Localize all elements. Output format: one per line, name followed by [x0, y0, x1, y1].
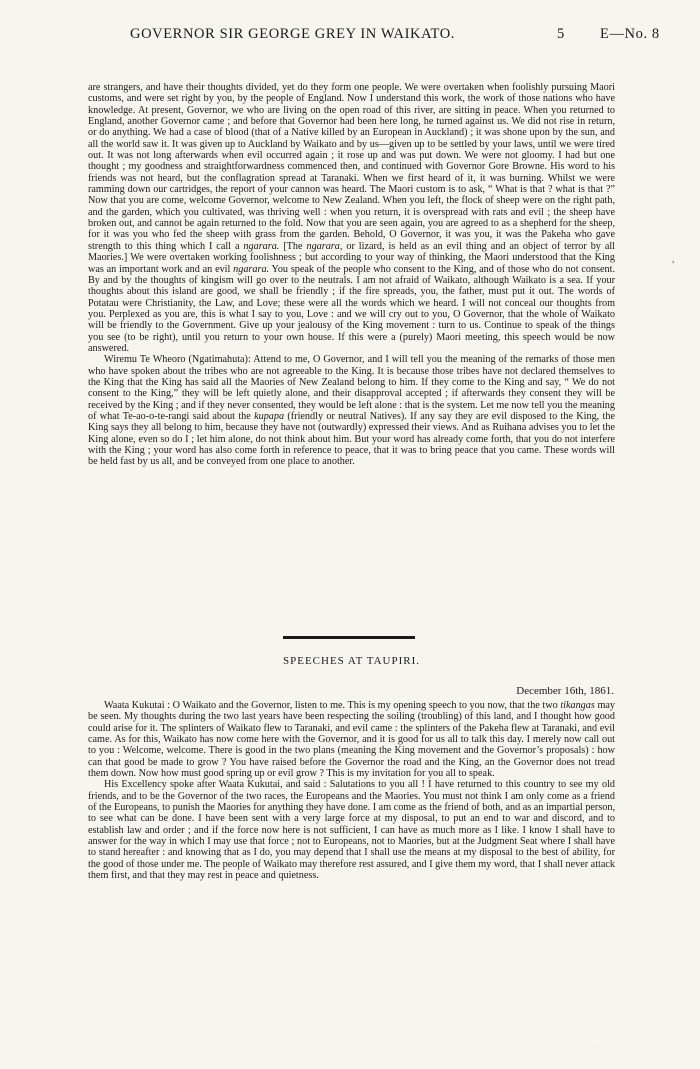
document-reference: E—No. 8 — [600, 26, 660, 42]
text-block-upper — [88, 82, 615, 468]
paragraph-wiremu-te-wheoro: Wiremu Te Wheoro (Ngatimahuta): Attend to me, O Governor, and I will tell you the meaning of the remarks of those men who have spoken about the tribes who are not agreeable to the King. It is because those tribes have not declared themselves to the King that the King has said all the Maories of New Zealand belong to him. If they come to the King and say, “ We do not consent to the King,” they will be left quietly alone, and their disapproval accepted ; if afterwards they consent they will be received by the King ; and if they never consented, they would be left alone : that is the system. Let me now tell you the meaning of what Te-ao-o-te-rangi said about the kupapa (friendly or neutral Natives). If any say they are evil disposed to the King, the King says they all belong to him, because they have not (outwardly) expressed their views. And as Ruihana advises you to let the King alone, even so do I ; let him alone, do not think about him. But your word has already come forth, that you do not interfere with the King ; your word has also come forth in reference to peace, that it was to bring peace that you came. These words will be held fast by us all, and be conveyed from one place to another. — [88, 354, 615, 468]
paragraph-governor-reply: His Excellency spoke after Waata Kukutai, and said : Salutations to you all ! I have returned to this country to see my old friends, and to be the Governor of the two races, the Europeans and the Maories. You must not think I am only come as a friend of the Europeans, to punish the Maories for anything they have done. I am come as the friend of both, and as an impartial person, to see what can be done. I have been sent with a very large force at my disposal, to put an end to war and discord, and to establish law and order ; and if the force now here is not sufficient, I can have as much more as I like. I know I shall have to answer for the way in which I may use that force ; not to Europeans, not to Maories, but at the Judgment Seat where I shall have to stand hereafter : and knowing that as I do, you may depend that I shall use the means at my disposal to the best of ability, for the good of those under me. The people of Waikato may therefore rest assured, and I give them my word, that I shall never attack them first, and that they may rest in peace and quietness. — [88, 779, 615, 882]
margin-mark: , — [672, 254, 675, 264]
paragraph-waata-kukutai: Waata Kukutai : O Waikato and the Governor, listen to me. This is my opening speech to you now, that the two tikangas may be seen. My thoughts during the two last years have been respecting the soiling (troubling) of this land, and I thought how good could arise for it. The splinters of Waikato flew to Taranaki, and evil came : the splinters of the Pakeha flew at Taranaki, and evil came. As for this, Waikato has now come here with the Governor, and it is good for us all to talk this day. I merely now call out to you : Welcome, welcome. There is good in the two plans (meaning the King movement and the Governor’s proposals) : how can that good be made to grow ? You have raised before the Governor the road and the King, an the Governor does not tread them down. Now how must good spring up or evil grow ? This is my invitation for you all to speak. — [88, 700, 615, 780]
page-number: 5 — [557, 26, 565, 42]
page-header — [60, 26, 680, 52]
text-block-lower — [88, 700, 615, 882]
running-title: GOVERNOR SIR GEORGE GREY IN WAIKATO. — [130, 26, 456, 42]
margin-mark-lower: · — [596, 1044, 599, 1053]
section-divider — [283, 636, 415, 639]
section-heading: SPEECHES AT TAUPIRI. — [283, 655, 420, 667]
paragraph-kingism-speech: are strangers, and have their thoughts divided, yet do they form one people. We were overtaken when foolishly pursuing Maori customs, and were set right by you, by the people of England. Now I understand this work, the work of those nations who have knowledge. At present, Governor, we who are living on the open road of this river, are sitting in peace. When you returned to England, another Governor came ; and before that Governor had been here long, he turned against us. We did not rise in return, or do anything. We had a case of blood (that of a Native killed by an European in Auckland) ; it was shone upon by the sun, and all the world saw it. It was given up to Auckland by Waikato and by us—given up to be settled by your laws, until we were tired out. It was not long afterwards when evil occurred again ; it rose up and was put down. We were not gloomy. I had but one thought ; my goodness and straightforwardness commenced then, and continued with Governor Gore Browne. His word to his friends was not heard, but the conflagration spread at Taranaki. When we first heard of it, it was burning. Whilst we were ramming down our cartridges, the report of your cannon was heard. The Maori custom is to ask, “ What is that ? what is that ?” Now that you are come, welcome Governor, welcome to New Zealand. When you left, the flock of sheep were on the right path, and the garden, which you cultivated, was thriving well : when you return, it is overspread with rats and evil ; the sheep have broken out, and cannot be again returned to the fold. Now that you are seen again, you are agreed to as a shepherd for the sheep, for it was you who fed the sheep with grass from the garden. Behold, O Governor, it was you, it was the Pakeha who gave strength to this thing which I call a ngarara. [The ngarara, or lizard, is held as an evil thing and an object of terror by all Maories.] We were overtaken working foolishness ; but according to your way of thinking, the Maori understood that the King was an important work and an evil ngarara. You speak of the people who consent to the King, and of those who do not consent. By and by the thoughts of kingism will go over to the neutrals. I am not afraid of Waikato, although Waikato is a sea. If your thoughts about this island are good, we shall be friendly ; if the fire spreads, you, the father, must put it out. The words of Potatau were Christianity, the Law, and Love; these were all the words which we heard. I will not conceal our thoughts from you. Perplexed as you are, this is what I say to you, Love : and we will cry out to you, O Governor, that the whole of Waikato will be friendly to the Government. Give up your jealousy of the King movement : turn to us. Continue to speak of the things you see (to be right), until you return to your own house. If this were a (purely) Maori meeting, this speech would be now answered. — [88, 82, 616, 354]
section-date: December 16th, 1861. — [516, 685, 614, 697]
